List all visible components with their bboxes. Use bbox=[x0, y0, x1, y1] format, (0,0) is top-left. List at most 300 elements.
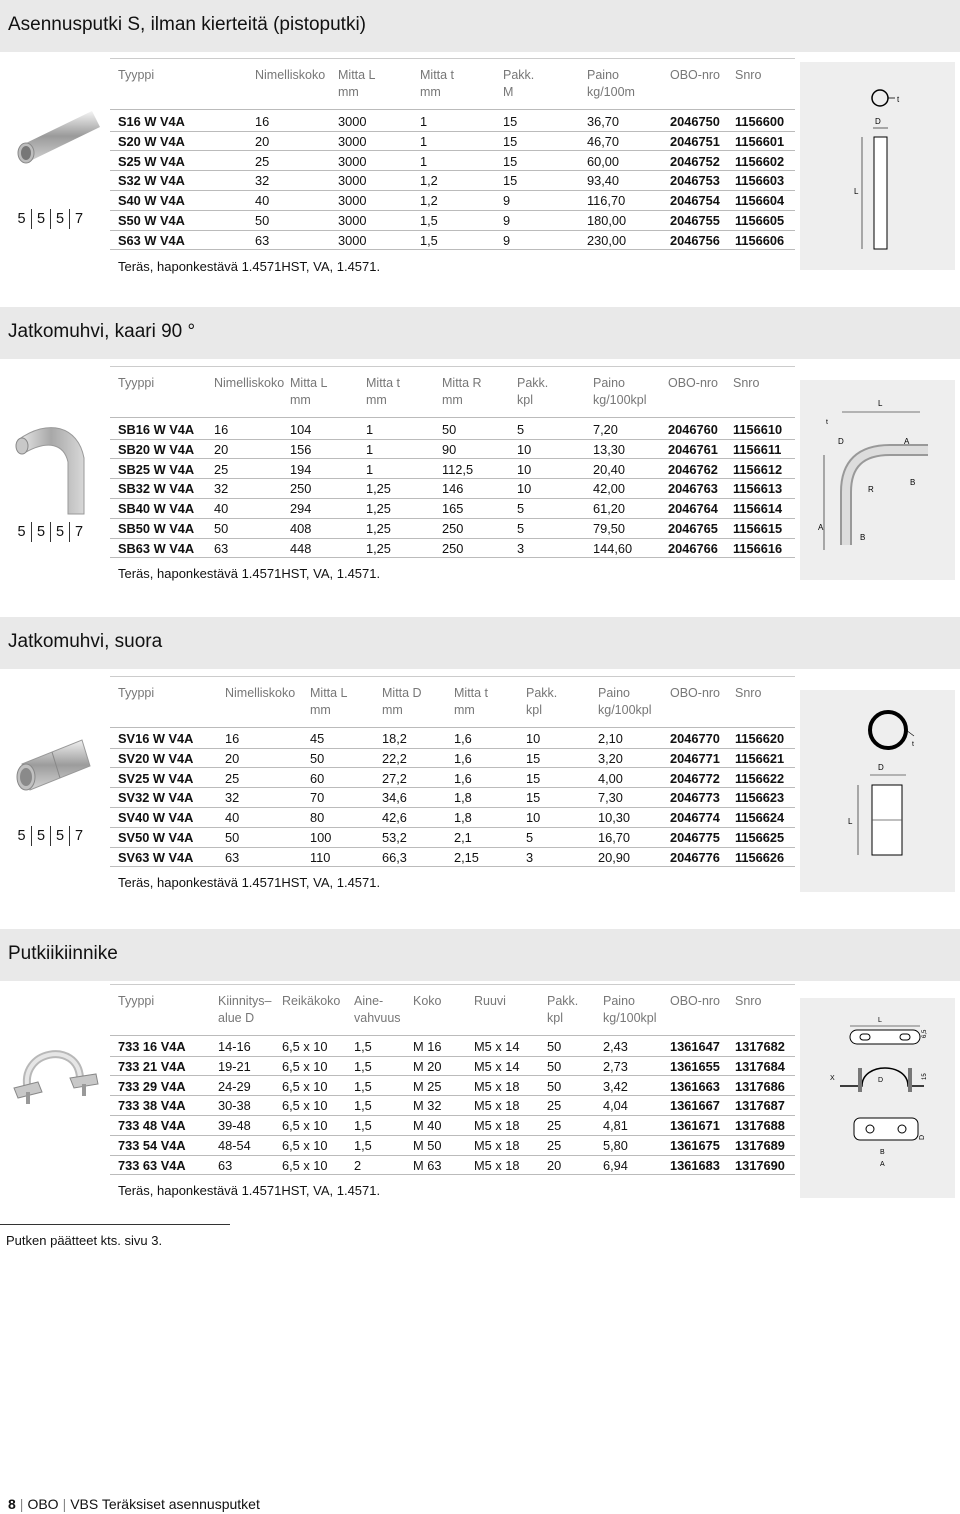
table-row bbox=[110, 499, 795, 519]
table-cell: 3000 bbox=[338, 114, 367, 129]
col-header: Nimelliskoko bbox=[225, 686, 296, 700]
table-cell: 32 bbox=[214, 481, 229, 497]
table-cell: 10 bbox=[517, 461, 532, 477]
col-header: Mitta t mm bbox=[366, 376, 401, 407]
material-digit: 5 bbox=[50, 826, 69, 846]
table-cell: 5 bbox=[517, 422, 525, 437]
table-cell: 3 bbox=[517, 540, 525, 556]
table-cell: 1156605 bbox=[735, 213, 785, 228]
table-row bbox=[110, 788, 795, 808]
col-header: Tyyppi bbox=[118, 68, 155, 82]
table-cell: 1361667 bbox=[670, 1098, 720, 1114]
bend-image bbox=[8, 418, 100, 518]
table-cell: 2046770 bbox=[670, 731, 720, 746]
table-cell: 1156622 bbox=[735, 770, 785, 786]
table-cell: 15 bbox=[503, 173, 518, 189]
table-cell: 60 bbox=[310, 770, 325, 786]
table-cell: SV16 W V4A bbox=[118, 731, 194, 746]
table-cell: 1,5 bbox=[354, 1138, 372, 1153]
table-cell: 50 bbox=[547, 1078, 562, 1094]
material-digit: 5 bbox=[17, 524, 26, 540]
table-cell: 1,6 bbox=[454, 731, 472, 746]
table-cell: 50 bbox=[255, 213, 270, 228]
table-cell: 1,5 bbox=[354, 1078, 372, 1094]
table-cell: 6,5 x 10 bbox=[282, 1039, 328, 1054]
footer-brand: OBO bbox=[27, 1496, 59, 1512]
clamp-image bbox=[8, 1030, 100, 1130]
table-cell: 250 bbox=[442, 521, 464, 536]
table-cell: 63 bbox=[214, 540, 229, 556]
table-row bbox=[110, 729, 795, 749]
dim-label: L bbox=[878, 1017, 882, 1024]
dim-label: D bbox=[878, 1077, 884, 1084]
section-title-bar bbox=[0, 307, 960, 359]
table-row bbox=[110, 112, 795, 132]
table-cell: 1317689 bbox=[735, 1138, 785, 1153]
section-title: Jatkomuhvi, suora bbox=[8, 631, 163, 652]
table-cell: 15 bbox=[526, 770, 541, 786]
table-cell: 50 bbox=[547, 1058, 562, 1074]
table-cell: SB16 W V4A bbox=[118, 422, 195, 437]
divider bbox=[0, 1224, 230, 1225]
table-cell: 4,00 bbox=[598, 770, 623, 786]
table-header bbox=[110, 984, 795, 1036]
table-cell: 25 bbox=[255, 153, 270, 169]
table-cell: 110 bbox=[310, 849, 331, 865]
table-cell: 1317684 bbox=[735, 1058, 785, 1074]
col-header: Tyyppi bbox=[118, 994, 155, 1008]
table-cell: 9 bbox=[503, 232, 511, 248]
table-cell: 63 bbox=[218, 1157, 233, 1173]
table-cell: 156 bbox=[290, 441, 312, 457]
table-row bbox=[110, 479, 795, 499]
table-row bbox=[110, 1136, 795, 1156]
table-cell: 294 bbox=[290, 501, 312, 517]
table-cell: 1156623 bbox=[735, 790, 785, 806]
table-cell: 733 21 V4A bbox=[118, 1058, 186, 1074]
table-cell: M 20 bbox=[413, 1058, 442, 1074]
col-header: Snro bbox=[733, 376, 760, 390]
table-cell: 1156606 bbox=[735, 232, 785, 248]
table-cell: 10 bbox=[526, 810, 541, 826]
table-cell: 18,2 bbox=[382, 731, 407, 746]
table-cell: 61,20 bbox=[593, 501, 626, 517]
table-cell: 146 bbox=[442, 481, 464, 497]
table-cell: 112,5 bbox=[442, 461, 474, 477]
table-cell: SB25 W V4A bbox=[118, 461, 195, 477]
page-footer: 8 | OBO | VBS Teräksiset asennusputket bbox=[8, 1496, 260, 1512]
col-header: Pakk. M bbox=[503, 68, 535, 99]
material-note: Teräs, haponkestävä 1.4571HST, VA, 1.4571. bbox=[118, 875, 381, 890]
col-header: Nimelliskoko bbox=[214, 376, 285, 390]
table-cell: 3 bbox=[526, 849, 534, 865]
table-cell: 2046750 bbox=[670, 114, 720, 129]
table-cell: 2046751 bbox=[670, 133, 720, 149]
dim-label: A bbox=[904, 437, 910, 446]
table-cell: 15 bbox=[503, 133, 518, 149]
table-cell: 6,5 x 10 bbox=[282, 1098, 328, 1114]
table-row bbox=[110, 519, 795, 539]
dim-label: B bbox=[860, 533, 866, 542]
table-cell: 1156614 bbox=[733, 501, 783, 517]
col-header: Paino kg/100kpl bbox=[598, 686, 652, 717]
table-cell: 2046760 bbox=[668, 422, 718, 437]
table-cell: 1,5 bbox=[354, 1058, 372, 1074]
table-cell: 1,6 bbox=[454, 750, 472, 766]
table-cell: 1 bbox=[366, 441, 374, 457]
table-cell: 9 bbox=[503, 213, 511, 228]
table-cell: 32 bbox=[225, 790, 240, 806]
table-cell: 15 bbox=[526, 790, 541, 806]
table-cell: SV25 W V4A bbox=[118, 770, 194, 786]
dim-label: A bbox=[880, 1161, 885, 1168]
table-cell: 50 bbox=[442, 422, 457, 437]
footer-section: VBS Teräksiset asennusputket bbox=[70, 1496, 260, 1512]
material-digit: 5 bbox=[50, 209, 69, 229]
table-cell: 3000 bbox=[338, 153, 367, 169]
table-cell: S32 W V4A bbox=[118, 173, 185, 189]
section-title-bar bbox=[0, 929, 960, 981]
table-cell: 1,5 bbox=[354, 1098, 372, 1114]
table-row bbox=[110, 460, 795, 480]
col-header: Mitta t mm bbox=[420, 68, 455, 99]
table-cell: 53,2 bbox=[382, 830, 407, 845]
table-cell: 6,5 x 10 bbox=[282, 1138, 328, 1153]
table-cell: 16 bbox=[225, 731, 240, 746]
table-cell: SV40 W V4A bbox=[118, 810, 194, 826]
table-row bbox=[110, 828, 795, 848]
table-cell: 1,25 bbox=[366, 540, 391, 556]
table-cell: 10,30 bbox=[598, 810, 631, 826]
table-cell: 230,00 bbox=[587, 232, 627, 248]
table-cell: 42,6 bbox=[382, 810, 407, 826]
table-cell: 1156613 bbox=[733, 481, 783, 497]
table-cell: 2,15 bbox=[454, 849, 479, 865]
table-cell: 1361655 bbox=[670, 1058, 720, 1074]
table-cell: 63 bbox=[225, 849, 240, 865]
table-cell: 104 bbox=[290, 422, 312, 437]
table-cell: 48-54 bbox=[218, 1138, 251, 1153]
table-cell: 116,70 bbox=[587, 193, 626, 209]
table-cell: 100 bbox=[310, 830, 332, 845]
col-header: Mitta L mm bbox=[310, 686, 348, 717]
technical-drawing bbox=[800, 62, 955, 270]
table-cell: 6,5 x 10 bbox=[282, 1118, 328, 1134]
table-cell: S20 W V4A bbox=[118, 133, 185, 149]
col-header: Paino kg/100m bbox=[587, 68, 635, 99]
table-cell: 1 bbox=[420, 153, 428, 169]
dim-label: t bbox=[826, 419, 828, 426]
table-cell: 16 bbox=[214, 422, 229, 437]
table-cell: 5 bbox=[526, 830, 534, 845]
table-cell: 2046766 bbox=[668, 540, 718, 556]
col-header: Snro bbox=[735, 68, 762, 82]
table-cell: 194 bbox=[290, 461, 312, 477]
col-header: Mitta D mm bbox=[382, 686, 422, 717]
table-cell: 15 bbox=[503, 153, 518, 169]
table-cell: SB63 W V4A bbox=[118, 540, 195, 556]
table-cell: M5 x 18 bbox=[474, 1078, 520, 1094]
table-cell: 1,5 bbox=[354, 1118, 372, 1134]
table-cell: 1156601 bbox=[735, 133, 785, 149]
table-cell: 20 bbox=[214, 441, 229, 457]
material-code bbox=[12, 826, 88, 846]
page-number: 8 bbox=[8, 1496, 16, 1512]
table-cell: 2046755 bbox=[670, 213, 720, 228]
section-title-bar bbox=[0, 0, 960, 52]
table-row bbox=[110, 1096, 795, 1116]
table-cell: 733 48 V4A bbox=[118, 1118, 186, 1134]
table-cell: 5 bbox=[517, 501, 525, 517]
table-cell: 42,00 bbox=[593, 481, 626, 497]
table-cell: 10 bbox=[526, 731, 541, 746]
col-header: Nimelliskoko bbox=[255, 68, 326, 82]
table-row bbox=[110, 1037, 795, 1057]
table-cell: M5 x 18 bbox=[474, 1098, 520, 1114]
table-cell: 2046761 bbox=[668, 441, 718, 457]
table-row bbox=[110, 1057, 795, 1077]
table-row bbox=[110, 539, 795, 559]
material-digit: 5 bbox=[31, 209, 50, 229]
table-cell: SB20 W V4A bbox=[118, 441, 195, 457]
sleeve-image bbox=[8, 732, 100, 832]
col-header: Mitta R mm bbox=[442, 376, 482, 407]
table-row bbox=[110, 848, 795, 868]
product-table bbox=[110, 112, 795, 252]
table-cell: 13,30 bbox=[593, 441, 626, 457]
table-cell: 2046762 bbox=[668, 461, 718, 477]
table-cell: 5,80 bbox=[603, 1138, 628, 1153]
table-cell: 40 bbox=[255, 193, 270, 209]
dim-label: D bbox=[919, 1134, 926, 1140]
col-header: Ruuvi bbox=[474, 994, 506, 1008]
table-cell: 25 bbox=[547, 1118, 562, 1134]
table-cell: 3000 bbox=[338, 232, 367, 248]
table-cell: 2046754 bbox=[670, 193, 720, 209]
product-table bbox=[110, 729, 795, 869]
table-cell: 3,20 bbox=[598, 750, 623, 766]
table-cell: 39-48 bbox=[218, 1118, 251, 1134]
table-cell: 250 bbox=[442, 540, 464, 556]
table-cell: 1,2 bbox=[420, 173, 438, 189]
table-cell: 1361647 bbox=[670, 1039, 720, 1054]
col-header: Paino kg/100kpl bbox=[593, 376, 647, 407]
table-cell: 6,5 x 10 bbox=[282, 1058, 328, 1074]
table-cell: 1156620 bbox=[735, 731, 785, 746]
table-cell: 20 bbox=[255, 133, 270, 149]
table-cell: 6,94 bbox=[603, 1157, 628, 1173]
table-cell: 10 bbox=[517, 481, 532, 497]
table-cell: 15 bbox=[526, 750, 541, 766]
table-cell: 1156612 bbox=[733, 461, 783, 477]
technical-drawing bbox=[800, 998, 955, 1198]
table-cell: 1,8 bbox=[454, 810, 472, 826]
material-digit: 7 bbox=[69, 826, 88, 846]
table-cell: S63 W V4A bbox=[118, 232, 185, 248]
table-cell: 1317686 bbox=[735, 1078, 785, 1094]
dim-label: X bbox=[830, 1075, 835, 1082]
dim-label: B bbox=[910, 478, 916, 487]
col-header: Mitta L mm bbox=[338, 68, 376, 99]
table-cell: 2046773 bbox=[670, 790, 720, 806]
table-cell: 733 29 V4A bbox=[118, 1078, 186, 1094]
table-cell: M5 x 18 bbox=[474, 1118, 520, 1134]
table-cell: 70 bbox=[310, 790, 325, 806]
table-cell: S50 W V4A bbox=[118, 213, 185, 228]
pipe-image bbox=[8, 105, 100, 205]
dim-label: D bbox=[875, 117, 881, 126]
col-header: Snro bbox=[735, 686, 762, 700]
col-header: OBO-nro bbox=[670, 686, 721, 700]
table-cell: 3000 bbox=[338, 133, 367, 149]
table-cell: 45 bbox=[310, 731, 325, 746]
table-cell: 16 bbox=[255, 114, 270, 129]
table-row bbox=[110, 749, 795, 769]
table-cell: 1317687 bbox=[735, 1098, 785, 1114]
table-cell: 34,6 bbox=[382, 790, 407, 806]
table-cell: 4,81 bbox=[603, 1118, 628, 1134]
table-cell: 1361671 bbox=[670, 1118, 720, 1134]
product-table bbox=[110, 1037, 795, 1177]
table-cell: 40 bbox=[225, 810, 240, 826]
table-row bbox=[110, 171, 795, 191]
table-cell: 1 bbox=[366, 461, 374, 477]
table-cell: SV63 W V4A bbox=[118, 849, 194, 865]
table-cell: 1361675 bbox=[670, 1138, 720, 1153]
col-header: Mitta L mm bbox=[290, 376, 328, 407]
col-header: OBO-nro bbox=[668, 376, 719, 390]
table-cell: 5 bbox=[517, 521, 525, 536]
table-cell: M 40 bbox=[413, 1118, 442, 1134]
table-cell: 2,73 bbox=[603, 1058, 628, 1074]
dim-label: B bbox=[880, 1149, 885, 1156]
col-header: Paino kg/100kpl bbox=[603, 994, 657, 1025]
table-cell: 15 bbox=[503, 114, 518, 129]
dim-label: L bbox=[854, 187, 859, 196]
table-cell: 250 bbox=[290, 481, 312, 497]
table-row bbox=[110, 231, 795, 251]
material-note: Teräs, haponkestävä 1.4571HST, VA, 1.4571. bbox=[118, 566, 381, 581]
table-row bbox=[110, 808, 795, 828]
table-cell: 448 bbox=[290, 540, 312, 556]
table-cell: 1,5 bbox=[354, 1039, 372, 1054]
table-cell: 40 bbox=[214, 501, 229, 517]
col-header: Kiinnitys– alue D bbox=[218, 994, 272, 1025]
table-cell: 1317682 bbox=[735, 1039, 785, 1054]
material-note: Teräs, haponkestävä 1.4571HST, VA, 1.4571. bbox=[118, 259, 381, 274]
material-digit: 5 bbox=[31, 522, 50, 542]
table-cell: 2,43 bbox=[603, 1039, 628, 1054]
dim-label: L bbox=[878, 399, 883, 408]
table-cell: 93,40 bbox=[587, 173, 620, 189]
dim-label: 6,5 bbox=[922, 1029, 928, 1038]
table-cell: 7,30 bbox=[598, 790, 623, 806]
material-digit: 5 bbox=[17, 211, 26, 227]
dim-label: t bbox=[912, 741, 914, 748]
table-cell: 6,5 x 10 bbox=[282, 1078, 328, 1094]
col-header: Mitta t mm bbox=[454, 686, 489, 717]
table-cell: 1156610 bbox=[733, 422, 783, 437]
material-note: Teräs, haponkestävä 1.4571HST, VA, 1.4571. bbox=[118, 1183, 381, 1198]
page-note: Putken päätteet kts. sivu 3. bbox=[6, 1233, 163, 1248]
col-header: Pakk. kpl bbox=[517, 376, 549, 407]
table-cell: 63 bbox=[255, 232, 270, 248]
table-cell: 20,90 bbox=[598, 849, 631, 865]
table-cell: 1317688 bbox=[735, 1118, 785, 1134]
table-row bbox=[110, 1077, 795, 1097]
section-title: Jatkomuhvi, kaari 90 ° bbox=[8, 321, 196, 342]
table-row bbox=[110, 440, 795, 460]
table-cell: 25 bbox=[547, 1098, 562, 1114]
table-cell: 10 bbox=[517, 441, 532, 457]
dim-label: L bbox=[848, 817, 853, 826]
table-header bbox=[110, 676, 795, 728]
table-cell: 79,50 bbox=[593, 521, 626, 536]
table-cell: 50 bbox=[310, 750, 325, 766]
material-code bbox=[12, 522, 88, 542]
table-cell: M 50 bbox=[413, 1138, 442, 1153]
material-digit: 5 bbox=[17, 828, 26, 844]
table-cell: 2046752 bbox=[670, 153, 720, 169]
table-cell: M 32 bbox=[413, 1098, 442, 1114]
table-cell: 22,2 bbox=[382, 750, 407, 766]
table-row bbox=[110, 132, 795, 152]
table-cell: 3000 bbox=[338, 193, 367, 209]
table-cell: 733 54 V4A bbox=[118, 1138, 186, 1153]
table-cell: 3000 bbox=[338, 213, 367, 228]
table-cell: S16 W V4A bbox=[118, 114, 185, 129]
table-row bbox=[110, 1116, 795, 1136]
col-header: Pakk. kpl bbox=[547, 994, 579, 1025]
table-cell: 1156625 bbox=[735, 830, 785, 845]
col-header: Tyyppi bbox=[118, 686, 155, 700]
table-cell: 7,20 bbox=[593, 422, 618, 437]
table-cell: 733 16 V4A bbox=[118, 1039, 186, 1054]
table-cell: 1 bbox=[366, 422, 374, 437]
table-cell: 1156616 bbox=[733, 540, 783, 556]
table-cell: 24-29 bbox=[218, 1078, 251, 1094]
dim-label: D bbox=[878, 763, 884, 772]
table-cell: M5 x 14 bbox=[474, 1058, 520, 1074]
col-header: OBO-nro bbox=[670, 68, 721, 82]
dim-label: R bbox=[868, 485, 874, 494]
table-cell: 3000 bbox=[338, 173, 367, 189]
table-cell: 2046764 bbox=[668, 501, 718, 517]
table-cell: 27,2 bbox=[382, 770, 407, 786]
table-cell: SV32 W V4A bbox=[118, 790, 194, 806]
table-cell: 408 bbox=[290, 521, 312, 536]
material-digit: 7 bbox=[69, 522, 88, 542]
col-header: Snro bbox=[735, 994, 762, 1008]
material-digit: 5 bbox=[31, 826, 50, 846]
table-cell: 30-38 bbox=[218, 1098, 251, 1114]
dim-label: t bbox=[897, 95, 900, 104]
col-header: Pakk. kpl bbox=[526, 686, 558, 717]
table-cell: 46,70 bbox=[587, 133, 620, 149]
table-cell: SB50 W V4A bbox=[118, 521, 195, 536]
table-cell: 1156626 bbox=[735, 849, 785, 865]
section-title-bar bbox=[0, 617, 960, 669]
table-cell: 1317690 bbox=[735, 1157, 785, 1173]
table-cell: 2046771 bbox=[670, 750, 720, 766]
table-cell: 1 bbox=[420, 114, 428, 129]
table-cell: 165 bbox=[442, 501, 464, 517]
table-row bbox=[110, 152, 795, 172]
table-cell: 1156603 bbox=[735, 173, 785, 189]
table-cell: 1,25 bbox=[366, 521, 391, 536]
table-cell: 16,70 bbox=[598, 830, 631, 845]
table-cell: 25 bbox=[547, 1138, 562, 1153]
